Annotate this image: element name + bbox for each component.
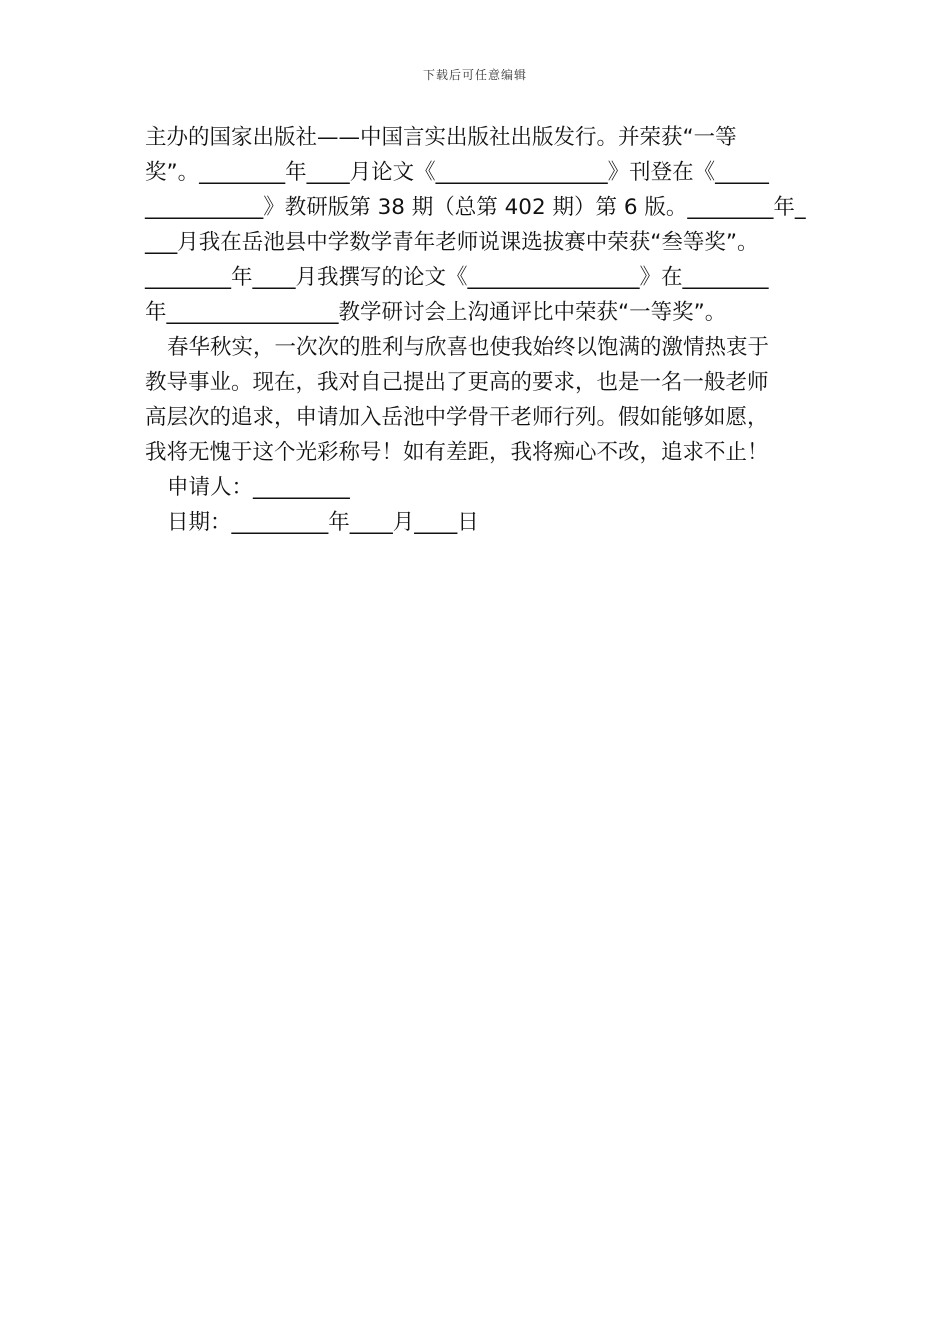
body-line: 高层次的追求，申请加入岳池中学骨干老师行列。假如能够如愿， [145, 405, 769, 430]
body-line: ___________》教研版第 38 期（总第 402 期）第 6 版。________年_ [145, 195, 806, 220]
body-line: 教导事业。现在，我对自己提出了更高的要求，也是一名一般老师 [145, 370, 769, 395]
document-body [145, 120, 810, 540]
body-line: 年________________教学研讨会上沟通评比中荣获“一等奖”。 [145, 300, 727, 325]
applicant-signature-line: 申请人：_________ [167, 475, 350, 500]
date-line: 日期：_________年____月____日 [167, 510, 479, 535]
paragraph-start-line: 春华秋实，一次次的胜利与欣喜也使我始终以饱满的激情热衷于 [167, 335, 770, 360]
body-line: 奖”。________年____月论文《________________》刊登在《_____ [145, 160, 769, 185]
body-line: ________年____月我撰写的论文《________________》在________ [145, 265, 769, 290]
body-line: 主办的国家出版社——中国言实出版社出版发行。并荣获“一等 [145, 125, 737, 150]
page-header-note: 下载后可任意编辑 [422, 68, 527, 82]
body-line: 我将无愧于这个光彩称号！如有差距，我将痴心不改，追求不止！ [145, 440, 769, 465]
body-line: ___月我在岳池县中学数学青年老师说课选拔赛中荣获“叁等奖”。 [145, 230, 759, 255]
